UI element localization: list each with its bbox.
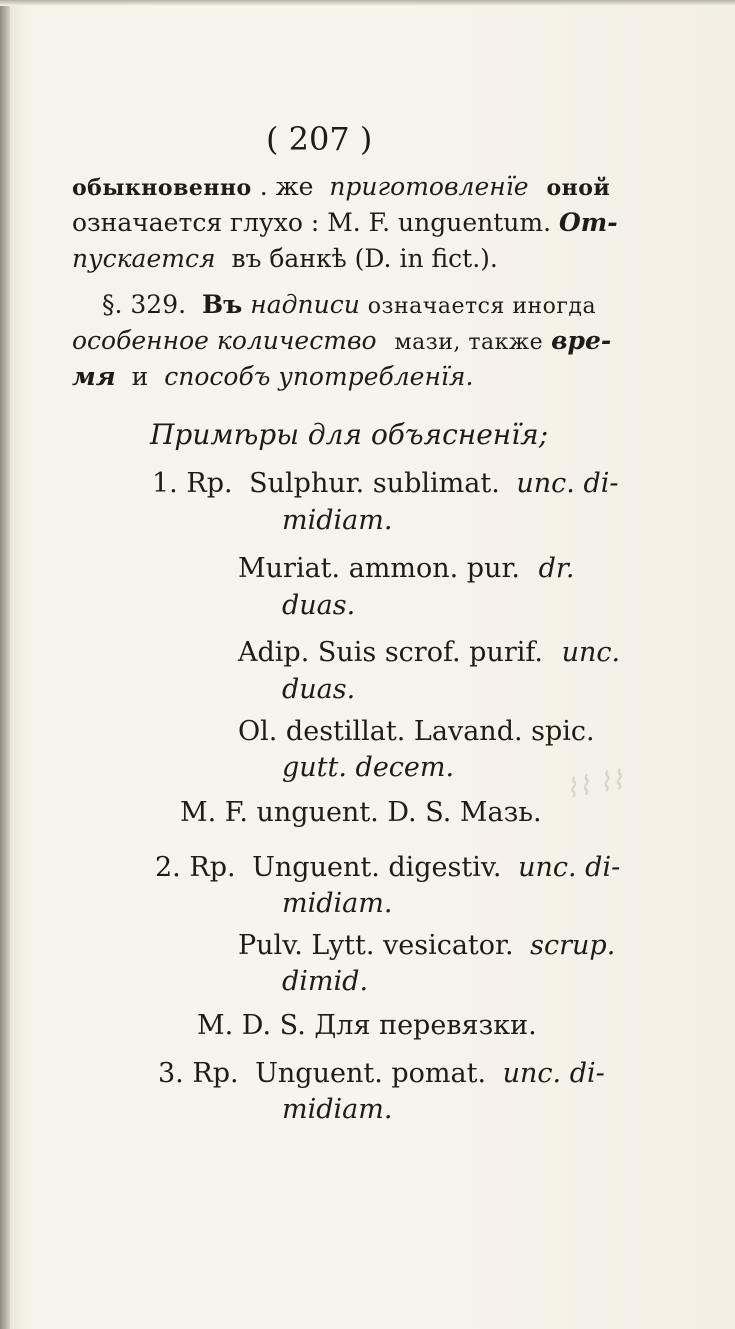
recipe-1-ingredient-3-cont: duas. — [282, 674, 356, 705]
recipe-number: 3. — [158, 1058, 184, 1089]
dose: scrup. — [530, 930, 616, 961]
ingredient: Ol. destillat. Lavand. spic. — [238, 716, 595, 747]
dose: unc. di- — [516, 468, 619, 499]
word: . же — [259, 172, 314, 201]
recipe-rp: Rp. — [189, 852, 236, 883]
recipe-1-ingredient-2 — [238, 553, 574, 584]
recipe-rp: Rp. — [192, 1058, 239, 1089]
text: мази, также — [394, 330, 544, 355]
paragraph-1-line-2 — [72, 208, 618, 237]
paragraph-1-line-3 — [72, 244, 498, 273]
page-left-edge — [0, 0, 10, 1329]
text: способъ употребленïя. — [164, 362, 474, 391]
recipe-1-ingredient-4-cont: gutt. decem. — [282, 752, 455, 783]
word: От- — [558, 208, 618, 237]
text: означается иногда — [367, 294, 597, 319]
word: и — [131, 362, 149, 391]
recipe-2-line-2: midiam. — [282, 888, 393, 919]
word: мя — [72, 362, 116, 391]
word: оной — [546, 175, 611, 201]
recipe-1-line-1 — [152, 468, 618, 499]
dose: dr. — [538, 553, 575, 584]
recipe-1-signature: M. F. unguent. D. S. Мазь. — [180, 797, 542, 828]
recipe-2-ingredient-2 — [238, 930, 615, 961]
paragraph-2-line-3 — [72, 362, 473, 391]
dose: unc. di- — [518, 852, 621, 883]
ingredient: Pulv. Lytt. vesicator. — [238, 930, 514, 961]
dose: unc. di- — [502, 1058, 605, 1089]
ingredient: Sulphur. sublimat. — [249, 468, 500, 499]
ingredient: Unguent. digestiv. — [252, 852, 502, 883]
text: означается глухо : М. F. unguentum. — [72, 208, 552, 237]
recipe-2-line-1 — [155, 852, 620, 883]
page-number: ( 207 ) — [266, 120, 373, 158]
ingredient: Unguent. pomat. — [255, 1058, 487, 1089]
word: надписи — [250, 290, 360, 319]
recipe-1-line-2: midiam. — [282, 505, 393, 536]
word: вре- — [551, 326, 612, 355]
recipe-number: 1. — [152, 468, 178, 499]
recipe-2-signature: M. D. S. Для перевязки. — [197, 1010, 537, 1041]
pencil-marginalia-mark: ⌇⌇ ⌇⌇ — [562, 765, 627, 805]
recipe-1-ingredient-3 — [238, 637, 620, 668]
paragraph-2-line-1 — [102, 290, 596, 319]
examples-heading: Примѣры для объясненïя; — [150, 418, 549, 451]
recipe-3-line-1 — [158, 1058, 605, 1089]
ingredient: Muriat. ammon. pur. — [238, 553, 520, 584]
dose: unc. — [561, 637, 621, 668]
word: приготовленïе — [329, 172, 529, 201]
word: обыкновенно — [72, 175, 252, 201]
section-number: §. 329. — [102, 290, 187, 319]
recipe-number: 2. — [155, 852, 181, 883]
recipe-2-ingredient-2-cont: dimid. — [282, 966, 369, 997]
recipe-3-line-2: midiam. — [282, 1094, 393, 1125]
paragraph-1-line-1 — [72, 172, 610, 201]
page-top-edge — [0, 0, 735, 6]
recipe-1-ingredient-2-cont: duas. — [282, 590, 356, 621]
recipe-rp: Rp. — [186, 468, 233, 499]
recipe-1-ingredient-4 — [238, 716, 595, 747]
word: пускается — [72, 244, 216, 273]
word: Въ — [202, 290, 243, 319]
paragraph-2-line-2 — [72, 326, 611, 355]
text: въ банкѣ (D. in fict.). — [231, 244, 498, 273]
text: особенное количество — [72, 326, 377, 355]
ingredient: Adip. Suis scrof. purif. — [238, 637, 543, 668]
